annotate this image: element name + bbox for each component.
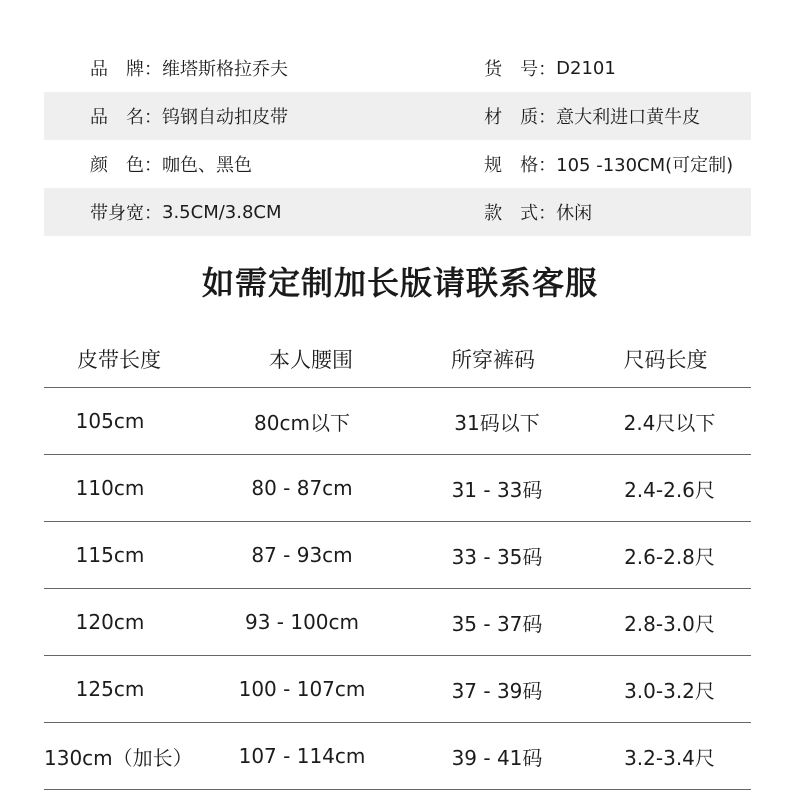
cell-waist: 87 - 93cm [251, 543, 353, 567]
spec-row-brand [44, 44, 751, 92]
cell-waist: 107 - 114cm [238, 744, 366, 768]
spec-value: 3.5CM/3.8CM [162, 201, 282, 223]
table-row [44, 455, 751, 522]
cell-pants-size: 31 - 33码 [451, 477, 543, 502]
size-table-header [44, 330, 751, 388]
spec-value: 钨钢自动扣皮带 [162, 107, 288, 128]
cell-waist: 80 - 87cm [251, 476, 353, 500]
spec-style [418, 199, 751, 225]
spec-product-name [44, 103, 418, 129]
spec-colon: ： [144, 155, 162, 176]
spec-row-color [44, 140, 751, 188]
cell-pants-size: 37 - 39码 [451, 678, 543, 703]
cell-belt-length: 125cm [75, 677, 145, 701]
cell-chi-length: 2.8-3.0尺 [624, 611, 715, 636]
cell-pants-size: 33 - 35码 [451, 544, 543, 569]
spec-size-range [418, 151, 751, 177]
spec-color [44, 151, 418, 177]
table-row [44, 589, 751, 656]
cell-chi-length: 2.4-2.6尺 [624, 477, 715, 502]
table-row [44, 388, 751, 455]
spec-label: 货 号 [484, 59, 539, 80]
header-pants-size: 所穿裤码 [451, 347, 535, 372]
spec-brand [44, 55, 418, 81]
size-table [44, 330, 751, 790]
spec-value: 意大利进口黄牛皮 [556, 107, 701, 128]
cell-pants-size: 31码以下 [454, 410, 540, 435]
cell-chi-length: 2.4尺以下 [623, 410, 716, 435]
spec-value: 休闲 [556, 203, 593, 224]
table-row [44, 656, 751, 723]
spec-value: D2101 [556, 57, 616, 79]
spec-material [418, 103, 751, 129]
cell-belt-length: 110cm [75, 476, 145, 500]
spec-item-number [418, 55, 751, 81]
cell-waist: 80cm以下 [254, 410, 350, 435]
spec-label: 品 名 [90, 107, 144, 128]
spec-label: 带身宽 [90, 203, 144, 224]
custom-length-heading: 如需定制加长版请联系客服 [201, 264, 598, 302]
spec-row-name [44, 92, 751, 140]
cell-chi-length: 3.2-3.4尺 [624, 745, 715, 770]
cell-pants-size: 39 - 41码 [451, 745, 543, 770]
spec-row-width [44, 188, 751, 236]
spec-label: 材 质 [484, 107, 539, 128]
cell-belt-length: 105cm [75, 409, 145, 433]
cell-waist: 100 - 107cm [238, 677, 366, 701]
table-row [44, 723, 751, 790]
cell-chi-length: 3.0-3.2尺 [624, 678, 715, 703]
cell-belt-length: 120cm [75, 610, 145, 634]
spec-value: 咖色、黑色 [162, 155, 252, 176]
spec-value: 105 -130CM(可定制) [556, 155, 734, 176]
spec-strap-width [44, 199, 418, 225]
cell-waist: 93 - 100cm [244, 610, 360, 634]
spec-label: 品 牌 [90, 59, 144, 80]
header-belt-length: 皮带长度 [77, 347, 161, 372]
cell-pants-size: 35 - 37码 [451, 611, 543, 636]
spec-label: 款 式 [484, 203, 539, 224]
spec-label: 规 格 [484, 155, 539, 176]
table-row [44, 522, 751, 589]
cell-chi-length: 2.6-2.8尺 [624, 544, 715, 569]
spec-colon: ： [144, 107, 162, 128]
spec-value: 维塔斯格拉乔夫 [162, 59, 288, 80]
spec-colon: ： [144, 59, 162, 80]
spec-colon: ： [538, 155, 557, 176]
spec-colon: ： [538, 59, 557, 80]
spec-colon: ： [538, 107, 557, 128]
spec-label: 颜 色 [90, 155, 144, 176]
spec-list [44, 44, 751, 236]
spec-colon: ： [538, 203, 557, 224]
spec-colon: ： [144, 203, 162, 224]
header-waist: 本人腰围 [269, 347, 353, 372]
header-chi-length: 尺码长度 [623, 347, 708, 372]
cell-belt-length: 115cm [75, 543, 145, 567]
cell-belt-length: 130cm（加长） [44, 745, 193, 770]
